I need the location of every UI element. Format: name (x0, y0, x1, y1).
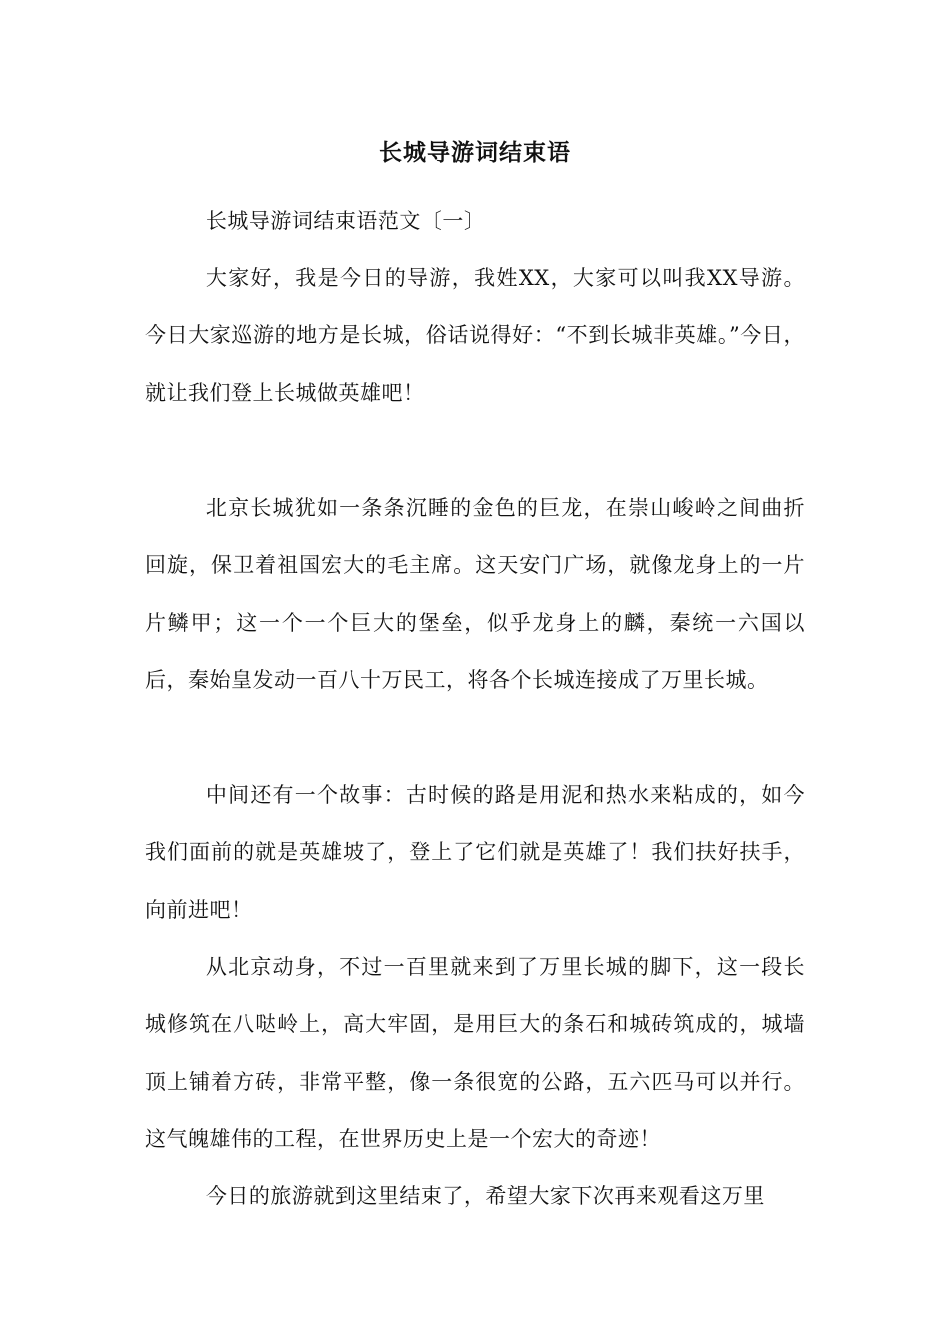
paragraph-hero-slope-story: 中间还有一个故事：古时候的路是用泥和热水来粘成的，如今我们面前的就是英雄坡了，登上了它们就是英雄了！我们扶好扶手，向前进吧！ (145, 783, 805, 922)
paragraph-badaling-section: 从北京动身，不过一百里就来到了万里长城的脚下，这一段长城修筑在八哒岭上，高大牢固，是用巨大的条石和城砖筑成的，城墙顶上铺着方砖，非常平整，像一条很宽的公路，五六匹马可以并行。这气魄雄伟的工程，在世界历史上是一个宏大的奇迹！ (145, 955, 805, 1152)
paragraph-closing: 今日的旅游就到这里结束了，希望大家下次再来观看这万里 (205, 1184, 765, 1208)
paragraph-greeting: 大家好，我是今日的导游，我姓XX，大家可以叫我XX导游。今日大家巡游的地方是长城，俗话说得好：“不到长城非英雄。”今日，就让我们登上长城做英雄吧！ (145, 266, 805, 405)
section-subtitle: 长城导游词结束语范文〔一〕 (205, 209, 486, 233)
paragraph-great-wall-dragon: 北京长城犹如一条条沉睡的金色的巨龙，在崇山峻岭之间曲折回旋，保卫着祖国宏大的毛主席。这天安门广场，就像龙身上的一片片鳞甲；这一个一个巨大的堡垒，似乎龙身上的麟，秦统一六国以后，秦始皇发动一百八十万民工，将各个长城连接成了万里长城。 (145, 496, 805, 693)
document-title: 长城导游词结束语 (379, 139, 571, 166)
